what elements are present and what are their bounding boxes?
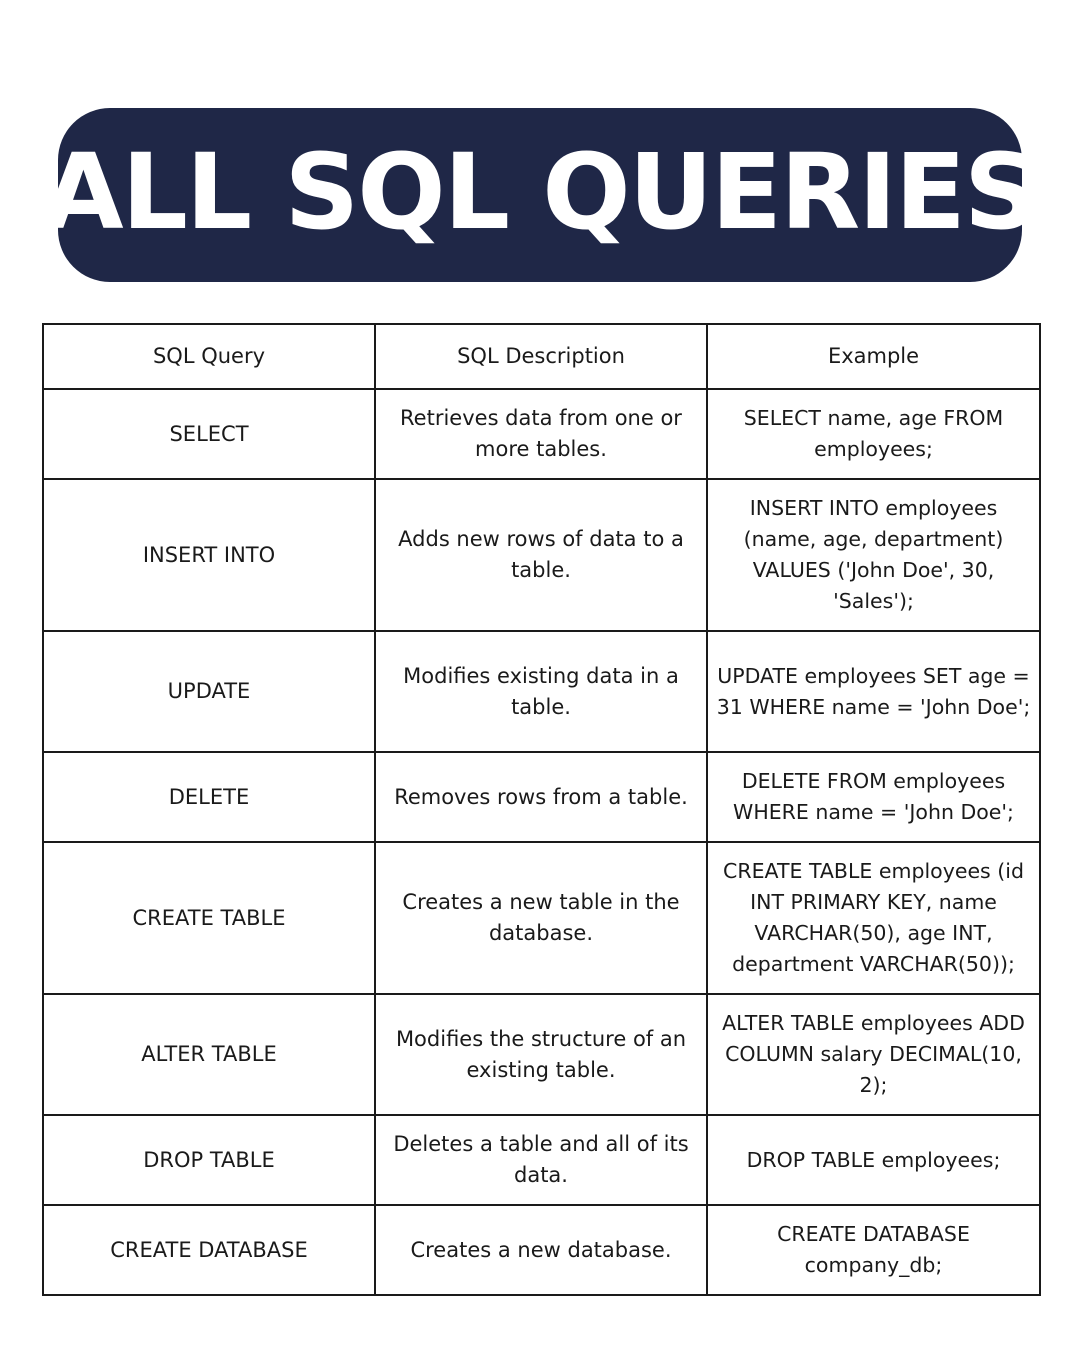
description-cell: Modifies existing data in a table.	[375, 631, 707, 752]
table-row	[43, 752, 1040, 842]
example-cell: DROP TABLE employees;	[707, 1115, 1040, 1205]
query-cell: SELECT	[43, 389, 375, 479]
query-cell: CREATE DATABASE	[43, 1205, 375, 1295]
table-row	[43, 1205, 1040, 1295]
query-cell: CREATE TABLE	[43, 842, 375, 994]
table-header-row	[43, 324, 1040, 389]
table-row	[43, 994, 1040, 1115]
table-row	[43, 842, 1040, 994]
description-cell: Adds new rows of data to a table.	[375, 479, 707, 631]
query-cell: INSERT INTO	[43, 479, 375, 631]
query-cell: ALTER TABLE	[43, 994, 375, 1115]
description-cell: Removes rows from a table.	[375, 752, 707, 842]
example-cell: CREATE DATABASE company_db;	[707, 1205, 1040, 1295]
title-banner	[43, 108, 1037, 282]
description-cell: Creates a new database.	[375, 1205, 707, 1295]
example-cell: CREATE TABLE employees (id INT PRIMARY KEY, name VARCHAR(50), age INT, department VARCHAR(50));	[707, 842, 1040, 994]
table-row	[43, 389, 1040, 479]
description-cell: Deletes a table and all of its data.	[375, 1115, 707, 1205]
description-cell: Retrieves data from one or more tables.	[375, 389, 707, 479]
sql-queries-table	[42, 323, 1041, 1296]
example-cell: INSERT INTO employees (name, age, department) VALUES ('John Doe', 30, 'Sales');	[707, 479, 1040, 631]
query-cell: DELETE	[43, 752, 375, 842]
column-header-sql-description: SQL Description	[375, 324, 707, 389]
example-cell: ALTER TABLE employees ADD COLUMN salary DECIMAL(10, 2);	[707, 994, 1040, 1115]
example-cell: SELECT name, age FROM employees;	[707, 389, 1040, 479]
query-cell: UPDATE	[43, 631, 375, 752]
example-cell: UPDATE employees SET age = 31 WHERE name = 'John Doe';	[707, 631, 1040, 752]
table-row	[43, 479, 1040, 631]
column-header-sql-query: SQL Query	[43, 324, 375, 389]
example-cell: DELETE FROM employees WHERE name = 'John Doe';	[707, 752, 1040, 842]
table-row	[43, 631, 1040, 752]
description-cell: Modifies the structure of an existing table.	[375, 994, 707, 1115]
description-cell: Creates a new table in the database.	[375, 842, 707, 994]
query-cell: DROP TABLE	[43, 1115, 375, 1205]
column-header-example: Example	[707, 324, 1040, 389]
page-title: ALL SQL QUERIES	[43, 131, 1037, 253]
table-row	[43, 1115, 1040, 1205]
